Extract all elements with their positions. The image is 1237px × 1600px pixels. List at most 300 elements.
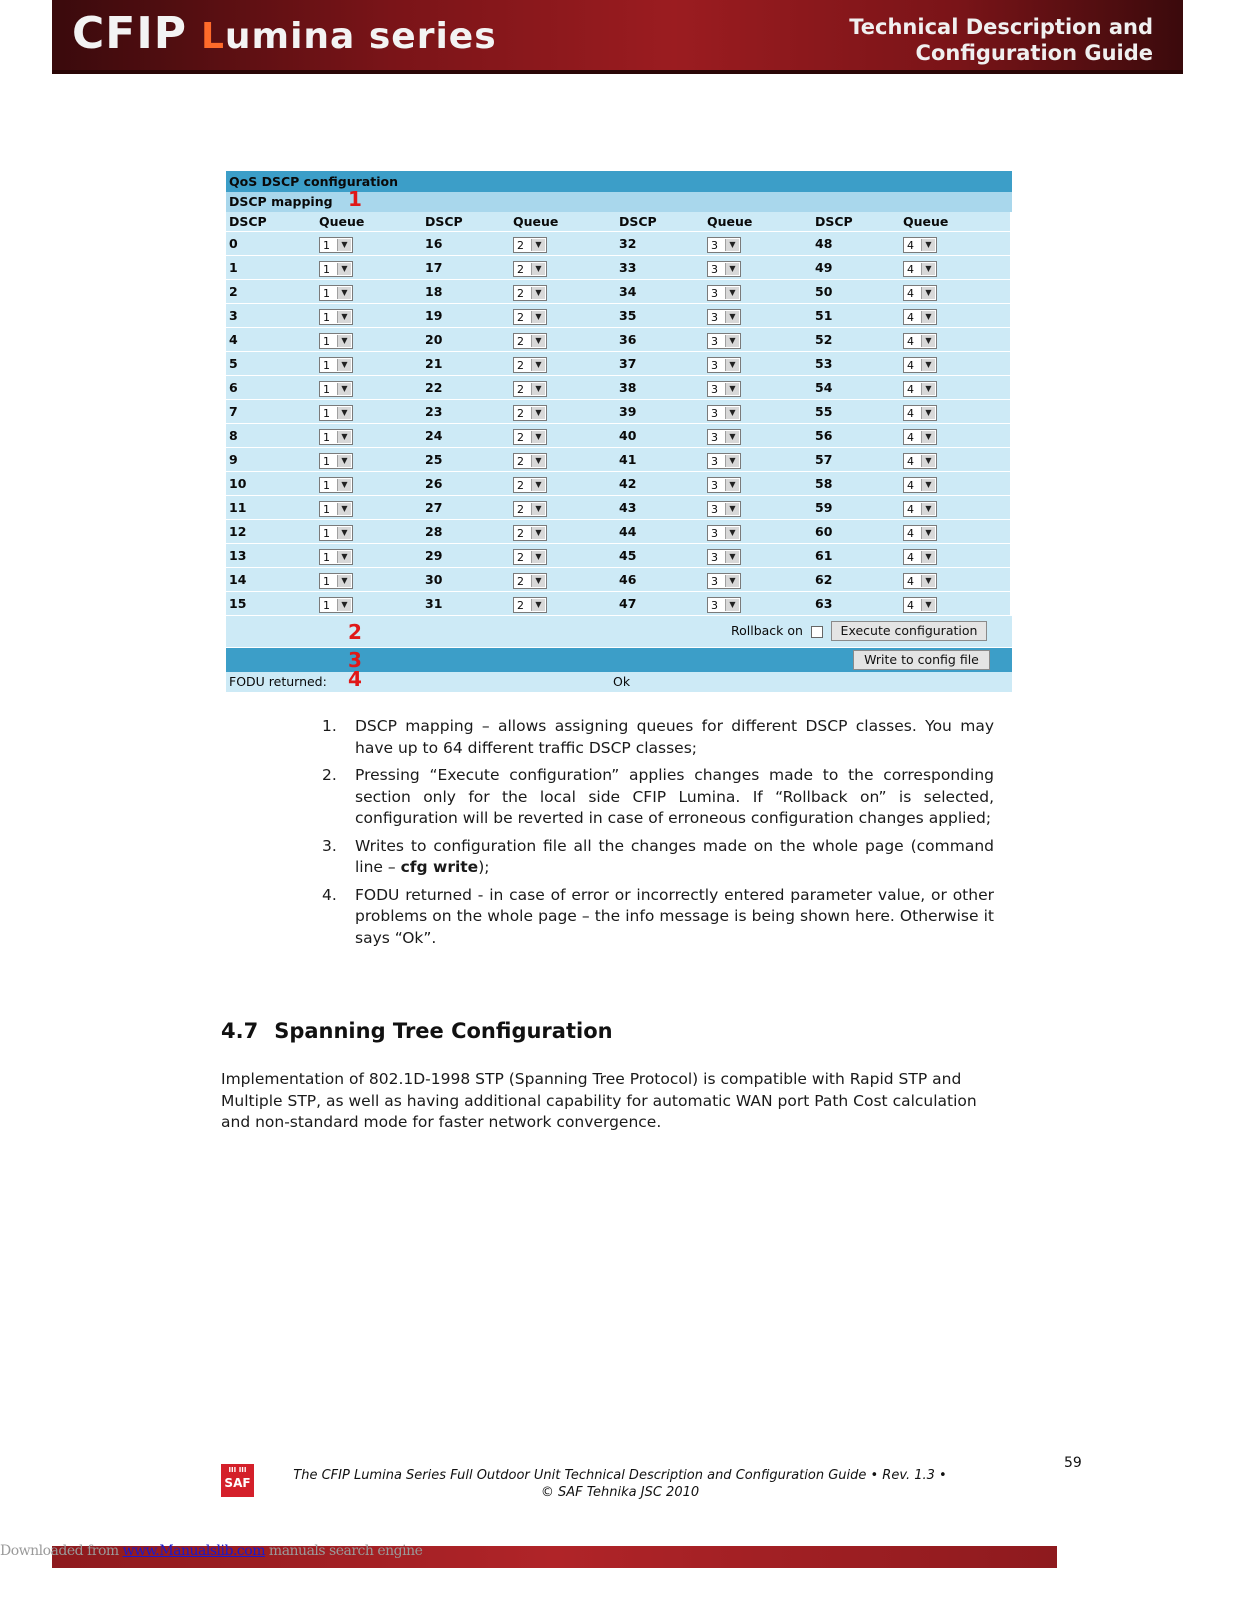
dscp-value: 21	[422, 352, 510, 376]
queue-cell	[510, 448, 616, 472]
queue-select[interactable]	[707, 477, 741, 493]
dscp-value: 15	[226, 592, 316, 616]
queue-value: 4	[907, 406, 914, 420]
write-row	[226, 648, 1012, 672]
dscp-value: 34	[616, 280, 704, 304]
queue-cell	[510, 568, 616, 592]
queue-select[interactable]	[513, 501, 547, 517]
queue-select[interactable]	[319, 501, 353, 517]
chevron-down-icon: ▼	[921, 239, 935, 251]
queue-value: 2	[517, 430, 524, 444]
list-number: 2.	[322, 766, 337, 784]
queue-cell	[316, 256, 422, 280]
queue-cell	[900, 496, 1010, 520]
queue-select[interactable]	[319, 357, 353, 373]
dscp-value: 46	[616, 568, 704, 592]
queue-value: 1	[323, 430, 330, 444]
chevron-down-icon: ▼	[531, 503, 545, 515]
execute-configuration-button[interactable]: Execute configuration	[831, 621, 987, 641]
queue-select[interactable]	[319, 429, 353, 445]
queue-value: 4	[907, 454, 914, 468]
chevron-down-icon: ▼	[337, 383, 351, 395]
queue-select[interactable]	[903, 477, 937, 493]
chevron-down-icon: ▼	[921, 431, 935, 443]
chevron-down-icon: ▼	[531, 287, 545, 299]
queue-value: 4	[907, 502, 914, 516]
chevron-down-icon: ▼	[921, 527, 935, 539]
dscp-value: 24	[422, 424, 510, 448]
queue-value: 2	[517, 406, 524, 420]
chevron-down-icon: ▼	[337, 263, 351, 275]
queue-cell	[316, 496, 422, 520]
queue-select[interactable]	[319, 237, 353, 253]
queue-select[interactable]	[707, 285, 741, 301]
queue-value: 4	[907, 382, 914, 396]
dscp-value: 60	[812, 520, 900, 544]
queue-value: 1	[323, 598, 330, 612]
dscp-value: 56	[812, 424, 900, 448]
fodu-returned-row	[226, 667, 1012, 692]
chevron-down-icon: ▼	[921, 311, 935, 323]
col-header-queue: Queue	[704, 212, 812, 232]
queue-value: 4	[907, 574, 914, 588]
chevron-down-icon: ▼	[531, 407, 545, 419]
queue-select[interactable]	[903, 549, 937, 565]
queue-select[interactable]	[513, 453, 547, 469]
queue-select[interactable]	[903, 501, 937, 517]
queue-cell	[316, 448, 422, 472]
queue-select[interactable]	[513, 525, 547, 541]
queue-value: 1	[323, 238, 330, 252]
queue-select[interactable]	[513, 285, 547, 301]
queue-select[interactable]	[707, 501, 741, 517]
dscp-value: 49	[812, 256, 900, 280]
queue-cell	[510, 592, 616, 616]
queue-value: 4	[907, 550, 914, 564]
col-header-queue: Queue	[900, 212, 1010, 232]
dscp-value: 23	[422, 400, 510, 424]
col-header-dscp: DSCP	[226, 212, 316, 232]
queue-cell	[900, 544, 1010, 568]
series-rest: umina series	[224, 16, 497, 57]
queue-select[interactable]	[903, 429, 937, 445]
dscp-value: 47	[616, 592, 704, 616]
queue-select[interactable]	[903, 357, 937, 373]
dscp-value: 3	[226, 304, 316, 328]
callout-marker-1: 1	[348, 187, 362, 211]
dscp-value: 48	[812, 232, 900, 256]
chevron-down-icon: ▼	[725, 287, 739, 299]
list-text: Writes to configuration file all the changes made on the whole page (command line –	[355, 836, 994, 876]
queue-cell	[704, 400, 812, 424]
queue-select[interactable]	[319, 285, 353, 301]
dscp-value: 12	[226, 520, 316, 544]
dscp-value: 58	[812, 472, 900, 496]
footer-text	[270, 1467, 970, 1501]
chevron-down-icon: ▼	[531, 311, 545, 323]
queue-value: 4	[907, 526, 914, 540]
queue-value: 4	[907, 358, 914, 372]
queue-select[interactable]	[513, 405, 547, 421]
queue-value: 1	[323, 406, 330, 420]
queue-select[interactable]	[707, 309, 741, 325]
dscp-value: 30	[422, 568, 510, 592]
queue-select[interactable]	[707, 453, 741, 469]
dscp-value: 18	[422, 280, 510, 304]
series-name	[201, 16, 497, 57]
queue-select[interactable]	[903, 309, 937, 325]
list-number: 3.	[322, 836, 337, 855]
queue-cell	[316, 592, 422, 616]
chevron-down-icon: ▼	[921, 599, 935, 611]
queue-value: 2	[517, 262, 524, 276]
dscp-value: 41	[616, 448, 704, 472]
list-text: DSCP mapping – allows assigning queues for different DSCP classes. You may have up to 64 different traffic DSCP classes;	[355, 717, 994, 757]
queue-cell	[704, 304, 812, 328]
queue-value: 2	[517, 478, 524, 492]
chevron-down-icon: ▼	[725, 527, 739, 539]
dscp-value: 29	[422, 544, 510, 568]
queue-value: 2	[517, 238, 524, 252]
chevron-down-icon: ▼	[531, 383, 545, 395]
dscp-value: 40	[616, 424, 704, 448]
callout-marker-2: 2	[348, 620, 362, 644]
queue-value: 2	[517, 598, 524, 612]
queue-select[interactable]	[513, 357, 547, 373]
dscp-value: 51	[812, 304, 900, 328]
dscp-value: 45	[616, 544, 704, 568]
dscp-value: 20	[422, 328, 510, 352]
doc-subtitle	[849, 14, 1153, 66]
queue-select[interactable]	[513, 477, 547, 493]
dscp-value: 7	[226, 400, 316, 424]
queue-cell	[900, 232, 1010, 256]
chevron-down-icon: ▼	[725, 551, 739, 563]
logo-text: SAF	[224, 1476, 251, 1490]
manualslib-link[interactable]: www.Manualslib.com	[122, 1543, 265, 1559]
queue-value: 3	[711, 502, 718, 516]
footer-line-1: The CFIP Lumina Series Full Outdoor Unit Technical Description and Configuration Guide • Rev. 1.3 •	[293, 1468, 947, 1483]
dscp-value: 17	[422, 256, 510, 280]
queue-cell	[316, 376, 422, 400]
queue-select[interactable]	[903, 381, 937, 397]
chevron-down-icon: ▼	[531, 263, 545, 275]
queue-select[interactable]	[707, 549, 741, 565]
queue-cell	[900, 424, 1010, 448]
queue-select[interactable]	[903, 525, 937, 541]
page-number: 59	[1064, 1455, 1082, 1471]
queue-cell	[900, 592, 1010, 616]
queue-cell	[316, 472, 422, 496]
chevron-down-icon: ▼	[921, 263, 935, 275]
panel-title: QoS DSCP configuration	[226, 171, 1012, 192]
queue-value: 3	[711, 598, 718, 612]
dscp-value: 8	[226, 424, 316, 448]
download-note	[0, 1543, 422, 1559]
queue-value: 4	[907, 598, 914, 612]
queue-cell	[704, 280, 812, 304]
queue-select[interactable]	[513, 309, 547, 325]
queue-select[interactable]	[319, 405, 353, 421]
chevron-down-icon: ▼	[725, 311, 739, 323]
chevron-down-icon: ▼	[337, 287, 351, 299]
dscp-value: 25	[422, 448, 510, 472]
queue-select[interactable]	[319, 573, 353, 589]
dscp-value: 38	[616, 376, 704, 400]
chevron-down-icon: ▼	[337, 575, 351, 587]
queue-cell	[510, 424, 616, 448]
section-title: Spanning Tree Configuration	[274, 1019, 613, 1043]
queue-cell	[316, 352, 422, 376]
list-number: 4.	[322, 885, 337, 904]
queue-cell	[510, 544, 616, 568]
chevron-down-icon: ▼	[921, 287, 935, 299]
queue-select[interactable]	[903, 453, 937, 469]
dscp-value: 42	[616, 472, 704, 496]
queue-cell	[510, 376, 616, 400]
queue-select[interactable]	[319, 477, 353, 493]
queue-cell	[900, 376, 1010, 400]
queue-cell	[704, 376, 812, 400]
dscp-value: 59	[812, 496, 900, 520]
queue-value: 2	[517, 574, 524, 588]
chevron-down-icon: ▼	[921, 335, 935, 347]
dscp-value: 2	[226, 280, 316, 304]
queue-value: 2	[517, 454, 524, 468]
queue-value: 4	[907, 334, 914, 348]
queue-select[interactable]	[319, 597, 353, 613]
queue-cell	[704, 448, 812, 472]
queue-value: 3	[711, 430, 718, 444]
callout-marker-4: 4	[348, 667, 362, 691]
chevron-down-icon: ▼	[337, 527, 351, 539]
queue-select[interactable]	[707, 597, 741, 613]
write-to-config-file-button[interactable]: Write to config file	[853, 650, 990, 670]
queue-select[interactable]	[513, 549, 547, 565]
queue-select[interactable]	[707, 333, 741, 349]
dscp-value: 26	[422, 472, 510, 496]
chevron-down-icon: ▼	[725, 335, 739, 347]
queue-cell	[704, 232, 812, 256]
dscp-value: 57	[812, 448, 900, 472]
queue-value: 3	[711, 526, 718, 540]
chevron-down-icon: ▼	[725, 431, 739, 443]
list-number: 1.	[322, 717, 337, 735]
queue-select[interactable]	[513, 261, 547, 277]
fodu-value: Ok	[613, 674, 631, 689]
queue-select[interactable]	[707, 525, 741, 541]
queue-select[interactable]	[319, 333, 353, 349]
chevron-down-icon: ▼	[337, 599, 351, 611]
chevron-down-icon: ▼	[531, 479, 545, 491]
queue-cell	[704, 256, 812, 280]
queue-value: 4	[907, 286, 914, 300]
dscp-value: 31	[422, 592, 510, 616]
queue-value: 2	[517, 358, 524, 372]
dscp-value: 6	[226, 376, 316, 400]
queue-value: 3	[711, 550, 718, 564]
queue-cell	[704, 328, 812, 352]
download-suffix: manuals search engine	[264, 1543, 423, 1559]
chevron-down-icon: ▼	[337, 359, 351, 371]
queue-value: 4	[907, 478, 914, 492]
chevron-down-icon: ▼	[725, 575, 739, 587]
dscp-grid	[226, 212, 1012, 616]
queue-cell	[900, 328, 1010, 352]
queue-value: 2	[517, 526, 524, 540]
queue-select[interactable]	[513, 573, 547, 589]
queue-select[interactable]	[319, 381, 353, 397]
callout-descriptions	[318, 716, 994, 955]
queue-select[interactable]	[513, 429, 547, 445]
chevron-down-icon: ▼	[531, 359, 545, 371]
dscp-value: 50	[812, 280, 900, 304]
brand-name: CFIP	[72, 8, 187, 59]
queue-select[interactable]	[903, 237, 937, 253]
dscp-value: 35	[616, 304, 704, 328]
queue-value: 1	[323, 550, 330, 564]
queue-cell	[316, 232, 422, 256]
queue-cell	[510, 496, 616, 520]
chevron-down-icon: ▼	[337, 503, 351, 515]
chevron-down-icon: ▼	[337, 455, 351, 467]
queue-select[interactable]	[319, 453, 353, 469]
queue-cell	[704, 520, 812, 544]
queue-value: 2	[517, 286, 524, 300]
chevron-down-icon: ▼	[337, 239, 351, 251]
queue-select[interactable]	[707, 429, 741, 445]
queue-cell	[704, 568, 812, 592]
dscp-value: 54	[812, 376, 900, 400]
queue-select[interactable]	[319, 549, 353, 565]
queue-select[interactable]	[903, 573, 937, 589]
col-header-queue: Queue	[316, 212, 422, 232]
queue-select[interactable]	[707, 381, 741, 397]
subtitle-line-1: Technical Description and	[849, 15, 1153, 39]
chevron-down-icon: ▼	[725, 599, 739, 611]
chevron-down-icon: ▼	[531, 575, 545, 587]
queue-select[interactable]	[707, 237, 741, 253]
dscp-value: 52	[812, 328, 900, 352]
queue-cell	[510, 280, 616, 304]
queue-value: 3	[711, 478, 718, 492]
logo-marks: III III	[228, 1466, 247, 1474]
queue-select[interactable]	[707, 573, 741, 589]
queue-select[interactable]	[319, 309, 353, 325]
queue-value: 1	[323, 310, 330, 324]
dscp-value: 33	[616, 256, 704, 280]
queue-cell	[510, 400, 616, 424]
chevron-down-icon: ▼	[725, 503, 739, 515]
dscp-value: 53	[812, 352, 900, 376]
queue-value: 1	[323, 286, 330, 300]
queue-value: 2	[517, 310, 524, 324]
subtitle-line-2: Configuration Guide	[915, 41, 1153, 65]
chevron-down-icon: ▼	[337, 551, 351, 563]
col-header-queue: Queue	[510, 212, 616, 232]
queue-cell	[510, 472, 616, 496]
dscp-value: 37	[616, 352, 704, 376]
download-prefix: Downloaded from	[0, 1543, 123, 1559]
dscp-value: 44	[616, 520, 704, 544]
dscp-value: 62	[812, 568, 900, 592]
queue-value: 3	[711, 382, 718, 396]
queue-select[interactable]	[903, 261, 937, 277]
list-text: FODU returned - in case of error or incorrectly entered parameter value, or other problems on the whole page – the info message is being shown here. Otherwise it says “Ok”.	[355, 885, 994, 947]
footer-line-2: © SAF Tehnika JSC 2010	[540, 1485, 700, 1500]
chevron-down-icon: ▼	[725, 455, 739, 467]
chevron-down-icon: ▼	[921, 503, 935, 515]
dscp-value: 10	[226, 472, 316, 496]
queue-select[interactable]	[707, 261, 741, 277]
chevron-down-icon: ▼	[531, 527, 545, 539]
header-banner	[52, 0, 1183, 74]
dscp-value: 11	[226, 496, 316, 520]
queue-select[interactable]	[707, 405, 741, 421]
chevron-down-icon: ▼	[337, 479, 351, 491]
dscp-value: 14	[226, 568, 316, 592]
dscp-value: 4	[226, 328, 316, 352]
queue-select[interactable]	[903, 405, 937, 421]
queue-value: 1	[323, 478, 330, 492]
queue-value: 1	[323, 454, 330, 468]
queue-select[interactable]	[513, 381, 547, 397]
chevron-down-icon: ▼	[921, 575, 935, 587]
queue-cell	[900, 520, 1010, 544]
chevron-down-icon: ▼	[337, 431, 351, 443]
dscp-value: 28	[422, 520, 510, 544]
chevron-down-icon: ▼	[531, 431, 545, 443]
queue-value: 2	[517, 502, 524, 516]
rollback-control	[731, 623, 823, 638]
queue-value: 3	[711, 238, 718, 252]
queue-select[interactable]	[903, 597, 937, 613]
queue-select[interactable]	[513, 333, 547, 349]
queue-cell	[704, 352, 812, 376]
rollback-label: Rollback on	[731, 623, 803, 638]
dscp-value: 9	[226, 448, 316, 472]
chevron-down-icon: ▼	[531, 599, 545, 611]
queue-select[interactable]	[903, 333, 937, 349]
queue-cell	[316, 280, 422, 304]
queue-value: 4	[907, 238, 914, 252]
chevron-down-icon: ▼	[725, 407, 739, 419]
qos-dscp-panel	[226, 171, 1012, 692]
list-item	[318, 836, 994, 879]
queue-select[interactable]	[319, 525, 353, 541]
queue-select[interactable]	[707, 357, 741, 373]
queue-select[interactable]	[513, 597, 547, 613]
queue-select[interactable]	[513, 237, 547, 253]
dscp-value: 55	[812, 400, 900, 424]
queue-select[interactable]	[903, 285, 937, 301]
queue-value: 3	[711, 406, 718, 420]
queue-cell	[510, 520, 616, 544]
queue-cell	[316, 304, 422, 328]
queue-value: 3	[711, 334, 718, 348]
rollback-checkbox[interactable]	[811, 626, 823, 638]
dscp-value: 16	[422, 232, 510, 256]
queue-value: 2	[517, 382, 524, 396]
queue-value: 4	[907, 262, 914, 276]
queue-select[interactable]	[319, 261, 353, 277]
queue-cell	[900, 256, 1010, 280]
dscp-value: 61	[812, 544, 900, 568]
queue-cell	[900, 568, 1010, 592]
chevron-down-icon: ▼	[921, 359, 935, 371]
dscp-mapping-label: DSCP mapping	[229, 194, 333, 209]
execute-row	[226, 616, 1012, 648]
